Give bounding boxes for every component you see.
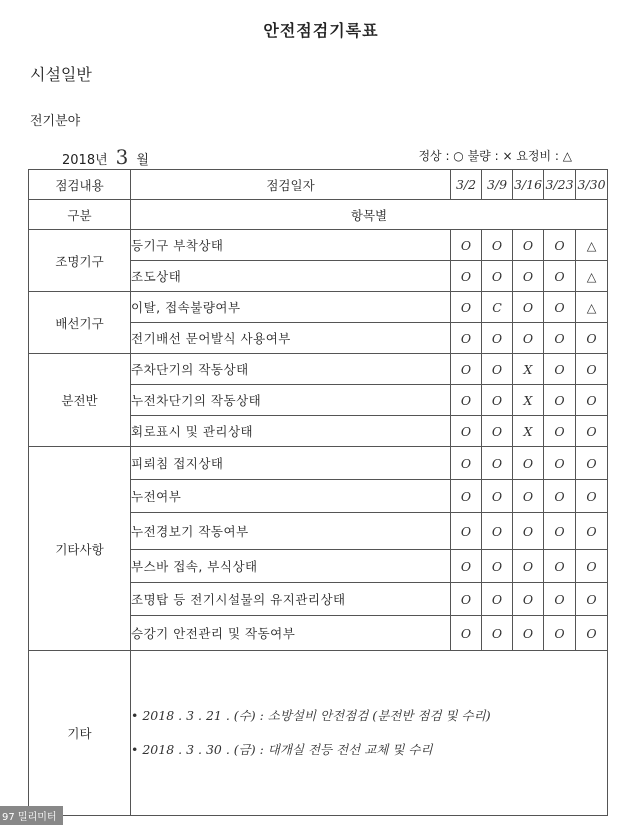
mark-cell: O [576,616,608,651]
mark-cell: O [544,385,576,416]
mark-cell: O [451,323,482,354]
mark-cell: O [513,323,544,354]
mark-cell: O [482,583,513,616]
etc-notes [131,651,608,816]
mark-cell: O [544,416,576,447]
mark-cell: O [513,616,544,651]
mark-cell: O [482,447,513,480]
mark-cell: O [482,616,513,651]
mark-cell: O [451,616,482,651]
mark-cell: O [544,550,576,583]
mark-cell: O [544,447,576,480]
mark-cell: O [576,480,608,513]
table-row [29,230,608,261]
item-cell: 전기배선 문어발식 사용여부 [131,323,451,354]
mark-legend: 정상 : ○ 불량 : × 요정비 : △ [418,149,572,163]
date-cell: 3/2 [451,170,482,200]
mark-cell: O [544,616,576,651]
mark-cell: O [513,447,544,480]
inspection-table [28,169,608,816]
mark-cell: O [451,261,482,292]
mark-cell: O [513,292,544,323]
mark-cell: △ [576,261,608,292]
mark-cell: O [482,354,513,385]
date-cell: 3/23 [544,170,576,200]
mark-cell: C [482,292,513,323]
scale-label: 97 밀리미터 [0,806,63,825]
items-header: 항목별 [131,200,608,230]
mark-cell: O [451,583,482,616]
mark-cell: O [451,230,482,261]
item-cell: 피뢰침 접지상태 [131,447,451,480]
header-row-dates [29,170,608,200]
mark-cell: O [451,385,482,416]
date-cell: 3/9 [482,170,513,200]
etc-note: • 2018 . 3 . 30 . (금) : 대개실 전등 전선 교체 및 수리 [131,742,433,757]
item-cell: 조명탑 등 전기시설물의 유지관리상태 [131,583,451,616]
mark-cell: O [451,416,482,447]
mark-cell: O [576,513,608,550]
mark-cell: O [451,480,482,513]
item-cell: 주차단기의 작동상태 [131,354,451,385]
item-cell: 누전차단기의 작동상태 [131,385,451,416]
mark-cell: O [544,261,576,292]
item-cell: 누전경보기 작동여부 [131,513,451,550]
date-cell: 3/30 [576,170,608,200]
mark-cell: O [544,513,576,550]
mark-cell: O [513,550,544,583]
mark-cell: O [482,230,513,261]
mark-cell: O [482,261,513,292]
etc-label: 기타 [29,651,131,816]
mark-cell: O [451,447,482,480]
mark-cell: △ [576,230,608,261]
mark-cell: O [576,323,608,354]
category-cell: 조명기구 [29,230,131,292]
category-cell: 배선기구 [29,292,131,354]
header-row-category [29,200,608,230]
mark-cell: △ [576,292,608,323]
mark-cell: O [451,550,482,583]
mark-cell: O [544,292,576,323]
mark-cell: O [482,385,513,416]
category-cell: 분전반 [29,354,131,447]
etc-note: • 2018 . 3 . 21 . (수) : 소방설비 안전점검 (분전반 점검 및 수리) [131,708,491,723]
year-label: 2018년 [62,153,108,168]
date-cell: 3/16 [513,170,544,200]
item-cell: 부스바 접속, 부식상태 [131,550,451,583]
mark-cell: O [544,480,576,513]
mark-cell: O [544,323,576,354]
month-label: 월 [136,153,149,168]
mark-cell: O [576,385,608,416]
mark-cell: O [544,583,576,616]
subsection-title: 전기분야 [30,114,81,129]
mark-cell: O [513,513,544,550]
mark-cell: O [513,480,544,513]
mark-cell: X [513,416,544,447]
category-header: 구분 [29,200,131,230]
mark-cell: X [513,385,544,416]
item-cell: 이탈, 접속불량여부 [131,292,451,323]
mark-cell: O [576,416,608,447]
mark-cell: O [576,447,608,480]
mark-cell: O [576,550,608,583]
item-cell: 승강기 안전관리 및 작동여부 [131,616,451,651]
table-row [29,447,608,480]
table-row [29,354,608,385]
mark-cell: O [451,513,482,550]
date-header: 점검일자 [131,170,451,200]
mark-cell: O [482,323,513,354]
mark-cell: O [576,583,608,616]
mark-cell: O [482,416,513,447]
month-value: 3 [115,145,129,169]
mark-cell: X [513,354,544,385]
category-cell: 기타사항 [29,447,131,651]
mark-cell: O [482,480,513,513]
mark-cell: O [513,583,544,616]
content-header: 점검내용 [29,170,131,200]
page-title: 안전점검기록표 [263,21,379,40]
section-title: 시설일반 [30,65,92,84]
mark-cell: O [544,354,576,385]
item-cell: 등기구 부착상태 [131,230,451,261]
etc-row [29,651,608,816]
mark-cell: O [482,513,513,550]
year-month-line [62,145,149,169]
mark-cell: O [482,550,513,583]
mark-cell: O [451,354,482,385]
mark-cell: O [513,261,544,292]
mark-cell: O [544,230,576,261]
mark-cell: O [513,230,544,261]
item-cell: 조도상태 [131,261,451,292]
mark-cell: O [451,292,482,323]
item-cell: 누전여부 [131,480,451,513]
item-cell: 회로표시 및 관리상태 [131,416,451,447]
table-row [29,292,608,323]
mark-cell: O [576,354,608,385]
